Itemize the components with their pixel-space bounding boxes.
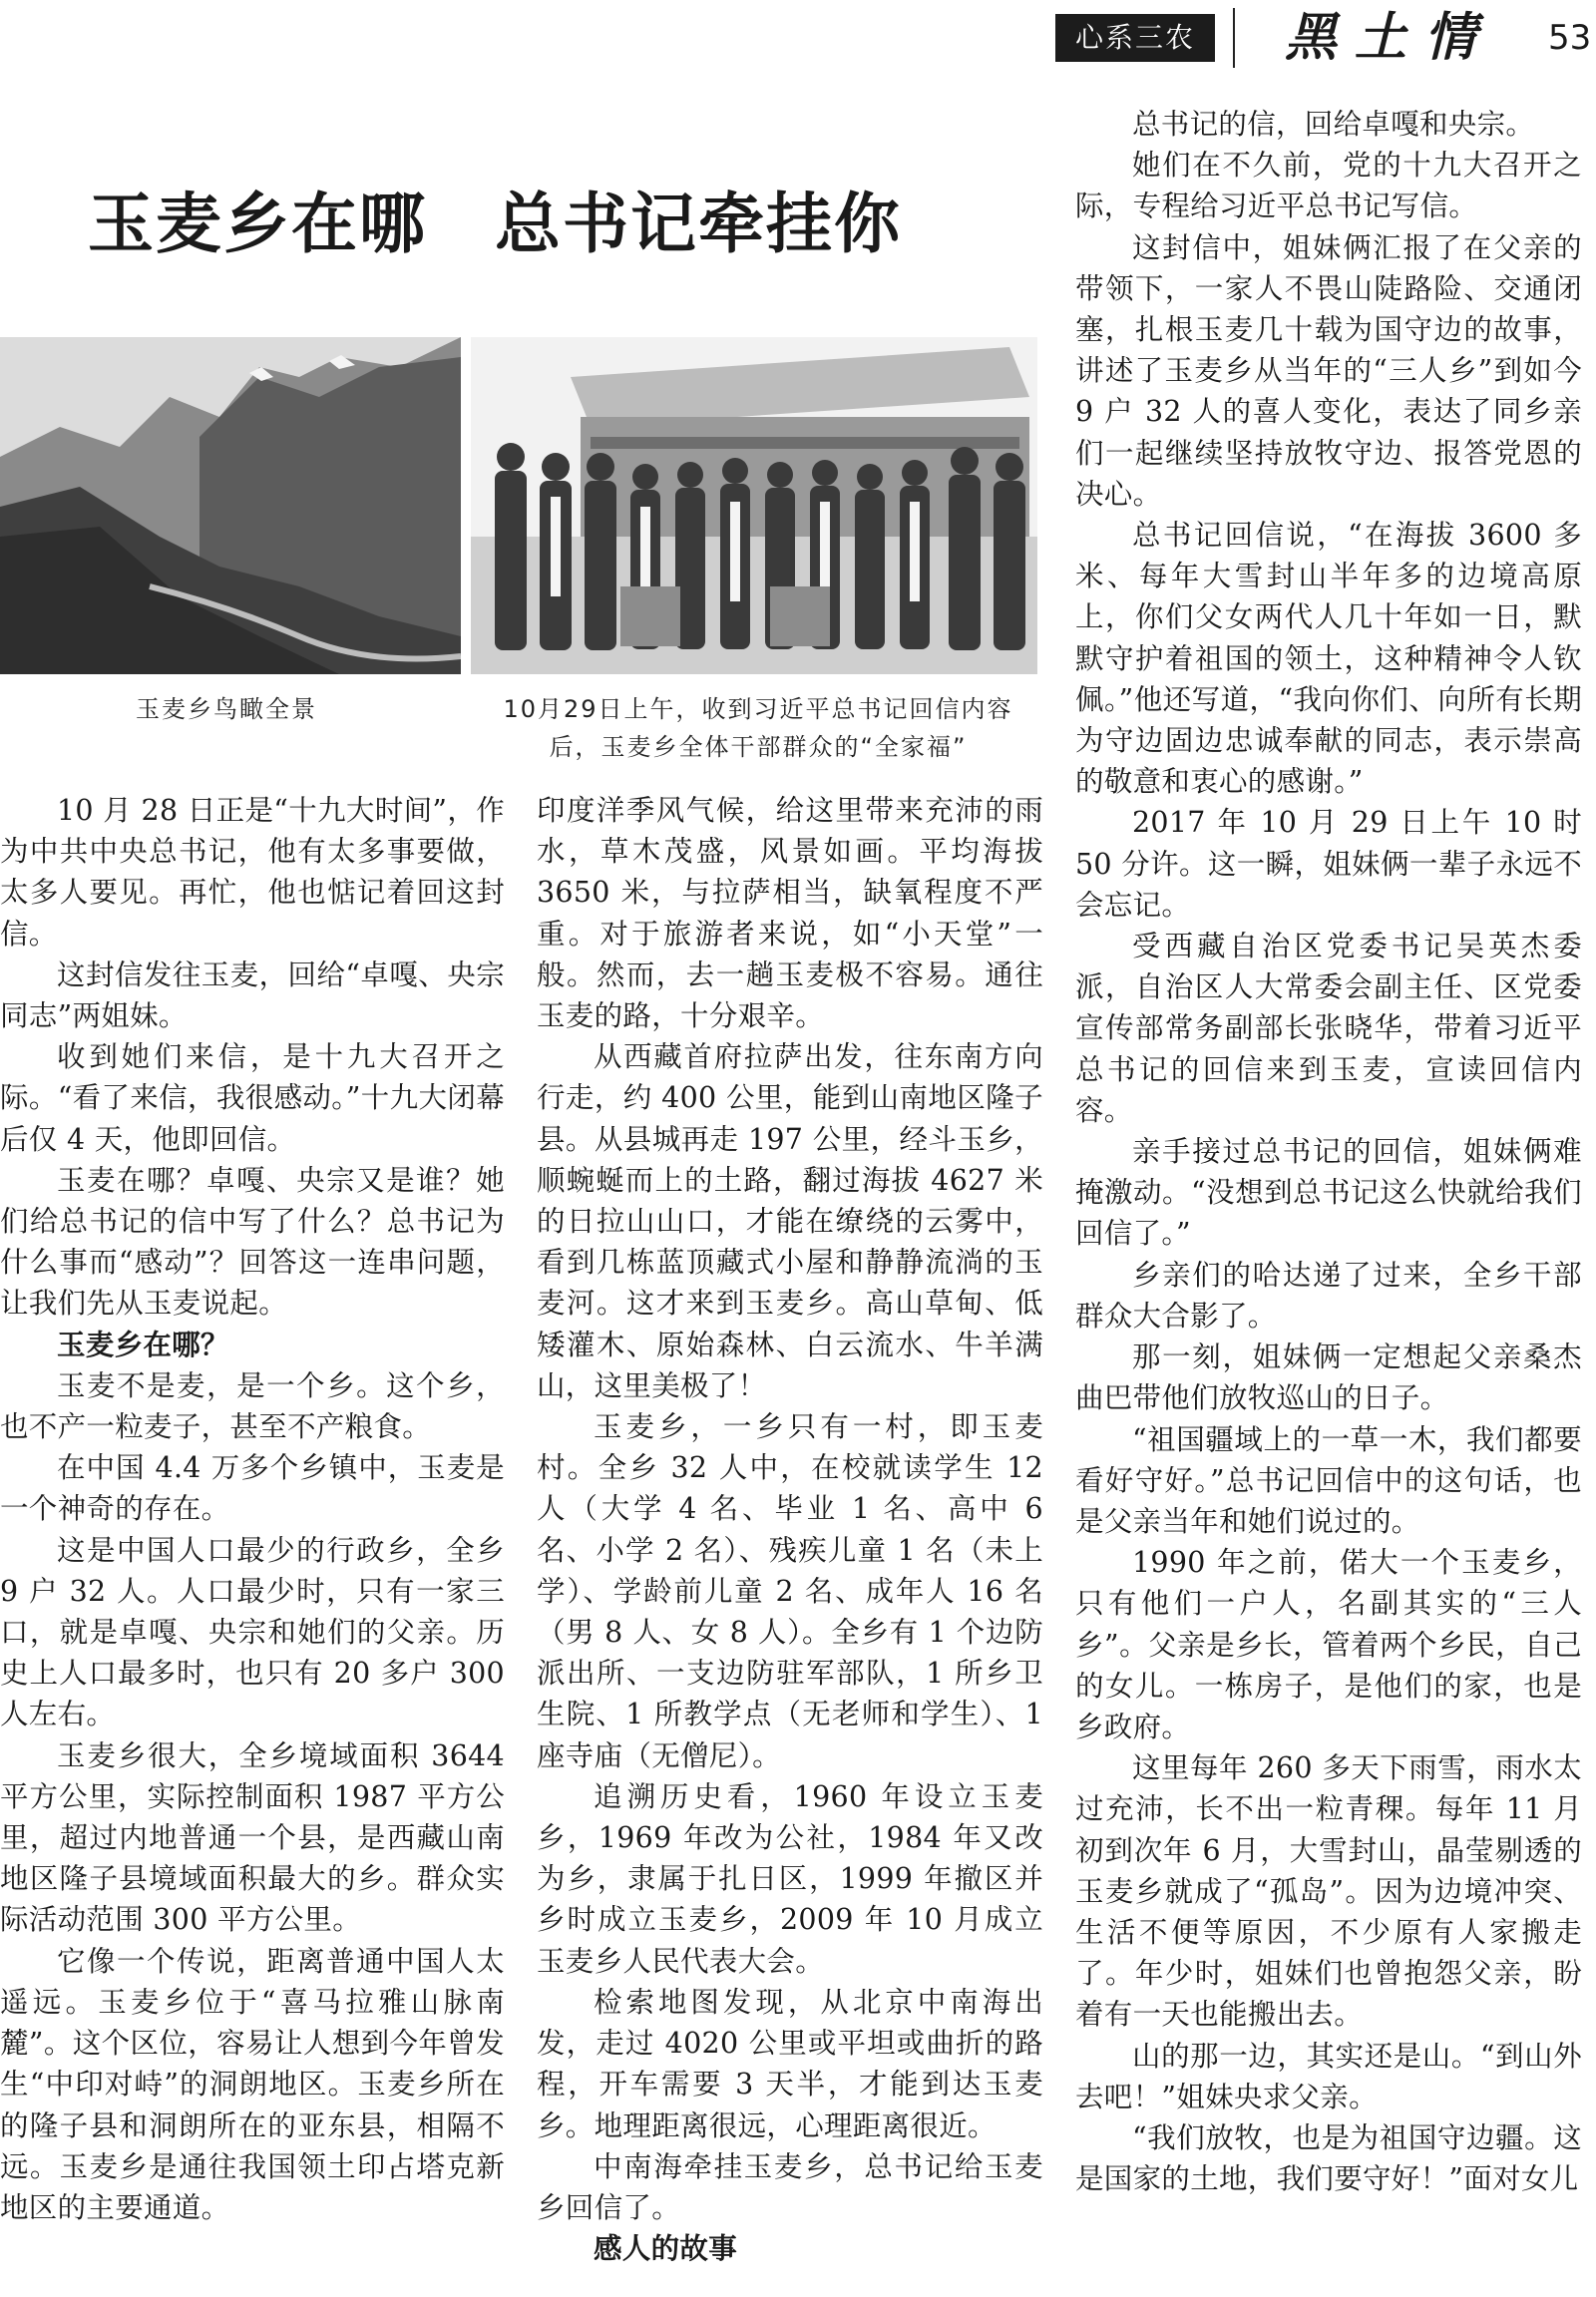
paragraph: 总书记的信，回给卓嘎和央宗。 <box>1132 108 1535 141</box>
paragraph: 检索地图发现，从北京中南海出发，走过 4020 公里或平坦或曲折的路程，开车需要 3 天半，才能到达玉麦乡。地理距离很远，心理距离很近。 <box>537 1985 1043 2142</box>
landscape-photo-caption: 玉麦乡鸟瞰全景 <box>136 695 317 723</box>
header-divider <box>1233 8 1235 68</box>
group-photo-caption: 10月29日上午，收到习近平总书记回信内容后，玉麦乡全体干部群众的“全家福” <box>503 695 1013 761</box>
group-illustration <box>471 337 1037 674</box>
article-column-1 <box>0 790 505 2228</box>
paragraph: 这封信中，姐妹俩汇报了在父亲的带领下，一家人不畏山陡路险、交通闭塞，扎根玉麦几十载为国守边的故事，讲述了玉麦乡从当年的“三人乡”到如今 9 户 32 人的喜人变化，表达了同乡亲们一起继续坚持放牧守边、报答党恩的决心。 <box>1075 230 1582 511</box>
paragraph: 从西藏首府拉萨出发，往东南方向行走，约 400 公里，能到山南地区隆子县。从县城再走 197 公里，经斗玉乡，顺蜿蜒而上的土路，翻过海拔 4627 米的日拉山山口，才能在缭绕的云雾中，看到几栋蓝顶藏式小屋和静静流淌的玉麦河。这才来到玉麦乡。高山草甸、低矮灌木、原始森林、白云流水、牛羊满山，这里美极了！ <box>537 1040 1043 1402</box>
section-heading: 玉麦乡在哪？ <box>57 1328 229 1361</box>
paragraph: 追溯历史看，1960 年设立玉麦乡，1969 年改为公社，1984 年又改为乡，隶属于扎日区，1999 年撤区并乡时成立玉麦乡，2009 年 10 月成立玉麦乡人民代表大会。 <box>537 1779 1043 1978</box>
paragraph: 玉麦在哪？卓嘎、央宗又是谁？她们给总书记的信中写了什么？总书记为什么事而“感动”？回答这一连串问题，让我们先从玉麦说起。 <box>0 1163 505 1321</box>
group-photo <box>471 337 1037 674</box>
page-number: 53 <box>1548 18 1592 58</box>
paragraph: 乡亲们的哈达递了过来，全乡干部群众大合影了。 <box>1075 1258 1582 1333</box>
paragraph: 这是中国人口最少的行政乡，全乡 9 户 32 人。人口最少时，只有一家三口，就是卓嘎、央宗和她们的父亲。历史上人口最多时，也只有 20 多户 300 人左右。 <box>0 1533 505 1731</box>
paragraph: 收到她们来信，是十九大召开之际。“看了来信，我很感动。”十九大闭幕后仅 4 天，他即回信。 <box>0 1040 505 1156</box>
paragraph: 它像一个传说，距离普通中国人太遥远。玉麦乡位于“喜马拉雅山脉南麓”。这个区位，容易让人想到今年曾发生“中印对峙”的洞朗地区。玉麦乡所在的隆子县和洞朗所在的亚东县，相隔不远。玉麦乡是通往我国领土印占塔克新地区的主要通道。 <box>0 1944 505 2224</box>
paragraph: 10 月 28 日正是“十九大时间”，作为中共中央总书记，他有太多事要做，太多人要见。再忙，他也惦记着回这封信。 <box>0 794 505 951</box>
paragraph: 亲手接过总书记的回信，姐妹俩难掩激动。“没想到总书记这么快就给我们回信了。” <box>1075 1135 1582 1251</box>
paragraph: 玉麦不是麦，是一个乡。这个乡，也不产一粒麦子，甚至不产粮食。 <box>0 1368 505 1444</box>
paragraph: 那一刻，姐妹俩一定想起父亲桑杰曲巴带他们放牧巡山的日子。 <box>1075 1340 1582 1415</box>
section-heading: 感人的故事 <box>594 2232 738 2266</box>
paragraph: 她们在不久前，党的十九大召开之际，专程给习近平总书记写信。 <box>1075 149 1582 223</box>
paragraph: 在中国 4.4 万多个乡镇中，玉麦是一个神奇的存在。 <box>0 1451 505 1526</box>
paragraph: 2017 年 10 月 29 日上午 10 时 50 分许。这一瞬，姐妹俩一辈子永远不会忘记。 <box>1075 806 1582 922</box>
paragraph: 总书记回信说，“在海拔 3600 多米、每年大雪封山半年多的边境高原上，你们父女两代人几十年如一日，默默守护着祖国的领土，这种精神令人钦佩。”他还写道，“我向你们、向所有长期为守边固边忠诚奉献的同志，表示崇高的敬意和衷心的感谢。” <box>1075 519 1582 799</box>
section-tag: 心系三农 <box>1055 14 1215 62</box>
paragraph: 这里每年 260 多天下雨雪，雨水太过充沛，长不出一粒青稞。每年 11 月初到次年 6 月，大雪封山，晶莹剔透的玉麦乡就成了“孤岛”。因为边境冲突、生活不便等原因，不少原有人家搬走了。年少时，姐妹们也曾抱怨父亲，盼着有一天也能搬出去。 <box>1075 1751 1582 2032</box>
landscape-illustration <box>0 337 461 674</box>
paragraph: 1990 年之前，偌大一个玉麦乡，只有他们一户人，名副其实的“三人乡”。父亲是乡长，管着两个乡民，自己的女儿。一栋房子，是他们的家，也是乡政府。 <box>1075 1546 1582 1743</box>
article-title: 玉麦乡在哪 总书记牵挂你 <box>88 186 902 262</box>
landscape-photo <box>0 337 461 674</box>
paragraph: 山的那一边，其实还是山。“到山外去吧！”姐妹央求父亲。 <box>1075 2039 1582 2113</box>
paragraph: 这封信发往玉麦，回给“卓嘎、央宗同志”两姐妹。 <box>0 957 505 1033</box>
paragraph: 中南海牵挂玉麦乡，总书记给玉麦乡回信了。 <box>537 2149 1043 2224</box>
paragraph: 印度洋季风气候，给这里带来充沛的雨水，草木茂盛，风景如画。平均海拔 3650 米，与拉萨相当，缺氧程度不严重。对于旅游者来说，如“小天堂”一般。然而，去一趟玉麦极不容易。通往玉麦的路，十分艰辛。 <box>537 794 1043 1033</box>
article-column-3 <box>1075 104 1582 2199</box>
paragraph: 玉麦乡很大，全乡境域面积 3644 平方公里，实际控制面积 1987 平方公里，超过内地普通一个县，是西藏山南地区隆子县境域面积最大的乡。群众实际活动范围 300 平方公里。 <box>0 1738 505 1937</box>
paragraph: 玉麦乡，一乡只有一村，即玉麦村。全乡 32 人中，在校就读学生 12 人（大学 4 名、毕业 1 名、高中 6 名、小学 2 名）、残疾儿童 1 名（未上学）、学龄前儿童 2 名、成年人 16 名（男 8 人、女 8 人）。全乡有 1 个边防派出所、一支边防驻军部队，1 所乡卫生院、1 所教学点（无老师和学生）、1 座寺庙（无僧尼）。 <box>537 1410 1043 1772</box>
paragraph: “祖国疆域上的一草一木，我们都要看好守好。”总书记回信中的这句话，也是父亲当年和她们说过的。 <box>1075 1422 1582 1538</box>
paragraph: 受西藏自治区党委书记吴英杰委派，自治区人大常委会副主任、区党委宣传部常务副部长张晓华，带着习近平总书记的回信来到玉麦，宣读回信内容。 <box>1075 930 1582 1127</box>
magazine-logo: 黑土情 <box>1285 7 1495 68</box>
paragraph: “我们放牧，也是为祖国守边疆。这是国家的土地，我们要守好！”面对女儿 <box>1075 2120 1582 2196</box>
article-column-2 <box>537 790 1043 2269</box>
